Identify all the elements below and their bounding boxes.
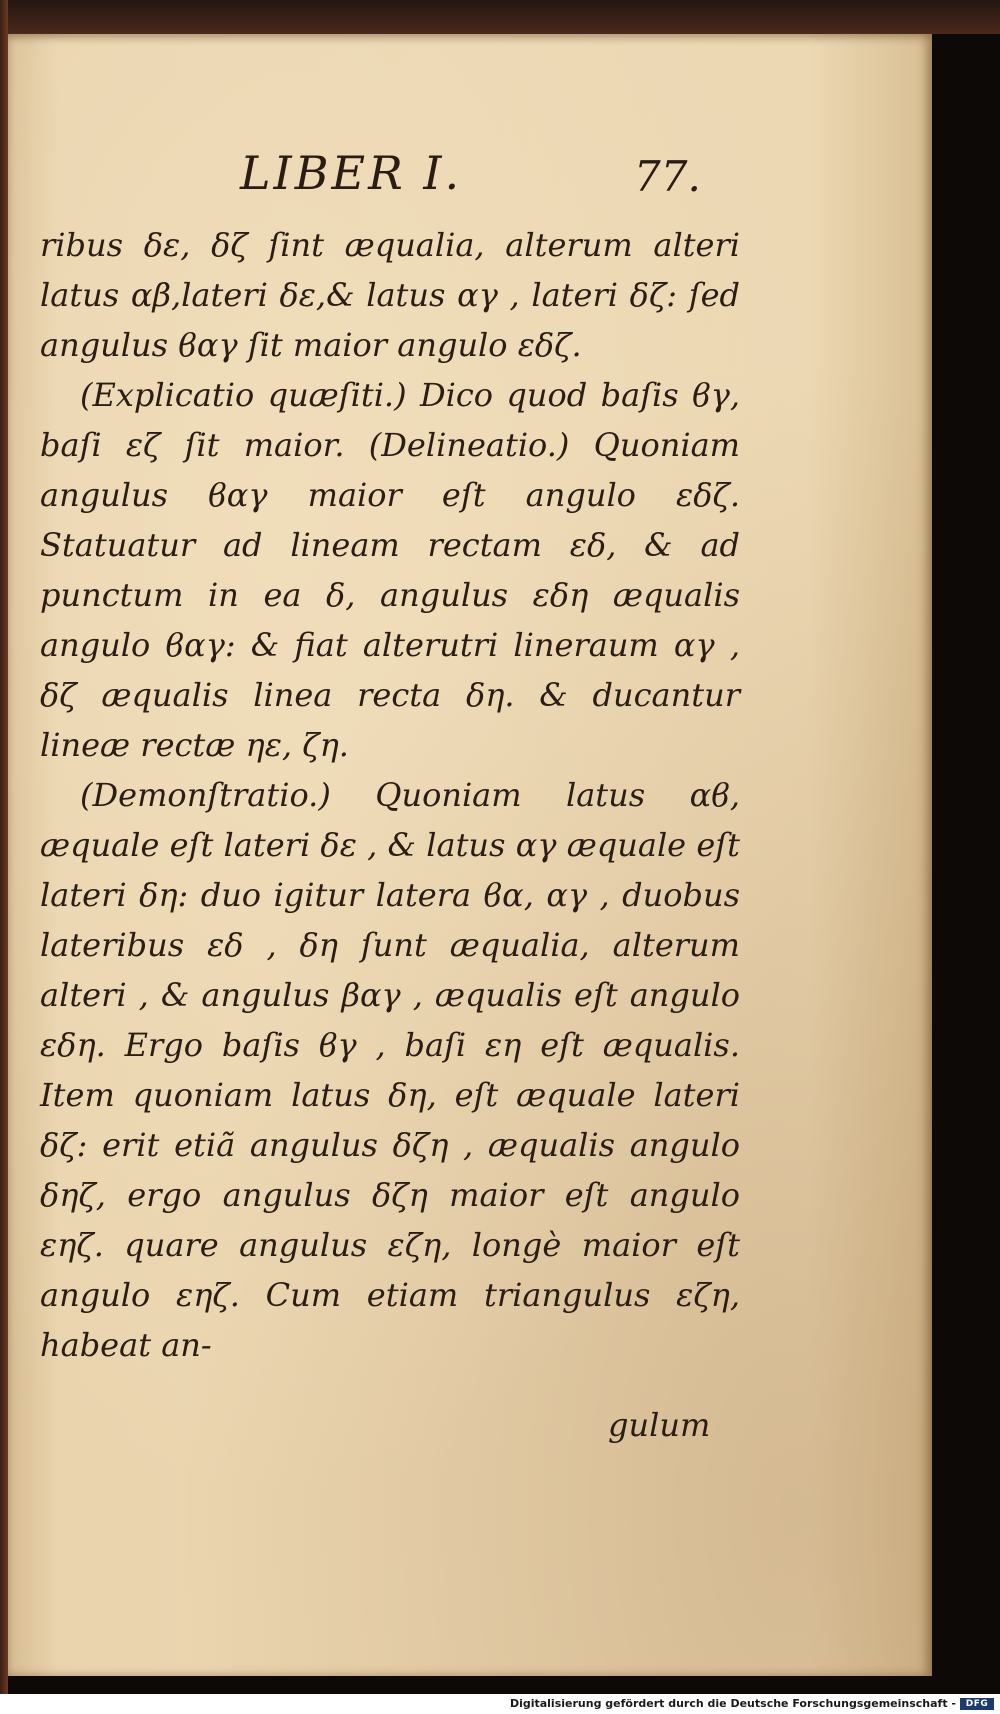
running-head bbox=[8, 146, 932, 206]
catchword: gulum bbox=[608, 1406, 711, 1444]
dfg-logo: DFG bbox=[960, 1698, 994, 1710]
book-page bbox=[8, 34, 932, 1676]
page-number: 77. bbox=[634, 152, 701, 201]
book-spine-edge bbox=[0, 0, 8, 1714]
funding-credit: Digitalisierung gefördert durch die Deutsche Forschungsgemeinschaft - bbox=[509, 1697, 956, 1710]
running-title: LIBER I. bbox=[240, 146, 463, 200]
text-block bbox=[40, 220, 740, 1370]
digitization-footer bbox=[0, 1694, 1000, 1714]
cover-edge bbox=[0, 0, 1000, 34]
paragraph-continuation: ribus δε, δζ ſint æqualia, alterum alteri latus αβ,lateri δε,& latus αγ , lateri δζ: ſed angulus ϐαγ ſit maior angulo εδζ. bbox=[40, 226, 740, 364]
paragraph-explicatio: (Explicatio quæſiti.) Dico quod baſis ϐγ, baſi εζ ſit maior. (Delineatio.) Quoniam angulus ϐαγ maior eſt angulo εδζ. Statuatur ad lineam rectam εδ, & ad punctum in ea δ, angulus εδη æqualis angulo ϐαγ: & fiat alterutri lineraum αγ , δζ æqualis linea recta δη. & ducantur lineæ rectæ ηε, ζη. bbox=[40, 376, 740, 764]
paragraph-demonstratio: (Demonſtratio.) Quoniam latus αϐ, æquale eſt lateri δε , & latus αγ æquale eſt lateri δη: duo igitur latera ϐα, αγ , duobus lateribus εδ , δη ſunt æqualia, alterum alteri , & angulus βαγ , æqualis eſt angulo εδη. Ergo baſis ϐγ , baſi εη eſt æqualis. Item quoniam latus δη, eſt æquale lateri δζ: erit etiã angulus δζη , æqualis angulo δηζ, ergo angulus δζη maior eſt angulo εηζ. quare angulus εζη, longè maior eſt angulo εηζ. Cum etiam triangulus εζη, habeat an- bbox=[40, 776, 740, 1364]
